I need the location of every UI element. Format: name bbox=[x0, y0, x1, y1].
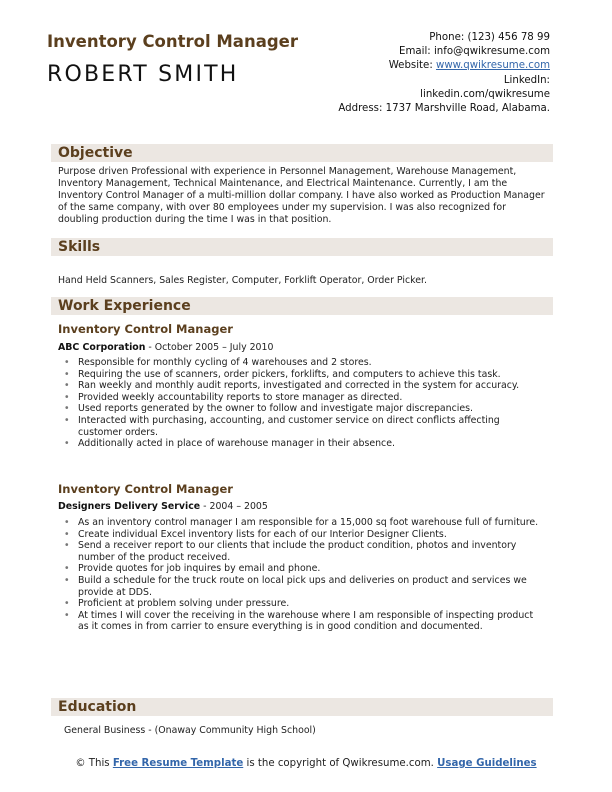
list-item: • Proficient at problem solving under pressure. bbox=[62, 598, 546, 610]
education-title: Education bbox=[58, 699, 137, 715]
education-section-header bbox=[51, 698, 553, 716]
list-item: • Used reports generated by the owner to follow and investigate major discrepancies. bbox=[62, 403, 546, 415]
list-item: • Build a schedule for the truck route on local pick ups and deliveries on product and services we provide at DDS. bbox=[62, 575, 546, 598]
website-label: Website: bbox=[388, 60, 436, 72]
job-role: Inventory Control Manager bbox=[58, 322, 233, 336]
list-item: • Ran weekly and monthly audit reports, investigated and corrected in the system for accuracy. bbox=[62, 380, 546, 392]
list-item: • Send a receiver report to our clients that include the product condition, photos and inventory number of the product received. bbox=[62, 540, 546, 563]
footer-middle: is the copyright of Qwikresume.com. bbox=[243, 758, 438, 769]
phone-text: Phone: (123) 456 78 99 bbox=[429, 32, 550, 43]
work-section-header bbox=[51, 297, 553, 315]
list-item: • As an inventory control manager I am responsible for a 15,000 sq foot warehouse full of furniture. bbox=[62, 517, 546, 529]
footer-copyright bbox=[0, 757, 612, 770]
objective-title: Objective bbox=[58, 145, 133, 161]
linkedin-url: linkedin.com/qwikresume bbox=[420, 88, 550, 100]
job-company-line bbox=[58, 501, 268, 512]
job-company-line bbox=[58, 342, 273, 353]
resume-job-title: Inventory Control Manager bbox=[47, 32, 298, 51]
email-text: Email: info@qwikresume.com bbox=[399, 46, 550, 58]
list-item: • Create individual Excel inventory lists for each of our Interior Designer Clients. bbox=[62, 529, 546, 541]
list-item: • At times I will cover the receiving in the warehouse where I am responsible of inspecting product as it comes in from carrier to ensure everything is in good condition and documented. bbox=[62, 610, 546, 633]
education-text: General Business - (Onaway Community High School) bbox=[64, 725, 316, 736]
linkedin-label: LinkedIn: bbox=[503, 74, 550, 86]
skills-text: Hand Held Scanners, Sales Register, Computer, Forklift Operator, Order Picker. bbox=[58, 275, 427, 286]
skills-title: Skills bbox=[58, 239, 101, 255]
list-item: • Additionally acted in place of warehouse manager in their absence. bbox=[62, 438, 546, 450]
list-item: • Provide quotes for job inquires by email and phone. bbox=[62, 563, 546, 575]
list-item: • Provided weekly accountability reports to store manager as directed. bbox=[62, 392, 546, 404]
usage-guidelines-link[interactable]: Usage Guidelines bbox=[437, 758, 537, 769]
address-text: Address: 1737 Marshville Road, Alabama. bbox=[338, 103, 550, 115]
website-link[interactable]: www.qwikresume.com bbox=[435, 60, 550, 72]
website-line bbox=[330, 59, 550, 73]
skills-section-header bbox=[51, 238, 553, 256]
list-item: • Requiring the use of scanners, order pickers, forklifts, and computers to achieve this task. bbox=[62, 369, 546, 381]
work-title: Work Experience bbox=[58, 298, 191, 314]
free-resume-template-link[interactable]: Free Resume Template bbox=[112, 758, 244, 769]
job-bullets bbox=[62, 357, 546, 450]
list-item: • Interacted with purchasing, accounting, and customer service on direct conflicts affecting customer orders. bbox=[62, 415, 546, 438]
company-name: ABC Corporation bbox=[58, 342, 146, 353]
contact-block bbox=[330, 31, 550, 116]
objective-text: Purpose driven Professional with experience in Personnel Management, Warehouse Management, Inventory Management, Technical Maintenance, and Electrical Maintenance. Currently, I am the Inventory Control Manager of a multi-million dollar company. I have also worked as Production Manager of the same company, with over 80 employees under my supervision. I was also recognized for doubling production during the time I was in that position. bbox=[58, 166, 545, 225]
candidate-name: ROBERT SMITH bbox=[47, 62, 239, 87]
job-role: Inventory Control Manager bbox=[58, 482, 233, 496]
objective-section-header bbox=[51, 144, 553, 162]
footer-prefix: © This bbox=[75, 758, 113, 769]
job-bullets bbox=[62, 517, 546, 633]
list-item: • Responsible for monthly cycling of 4 warehouses and 2 stores. bbox=[62, 357, 546, 369]
job-dates: - 2004 – 2005 bbox=[200, 501, 268, 512]
company-name: Designers Delivery Service bbox=[58, 501, 201, 512]
job-dates: - October 2005 – July 2010 bbox=[145, 342, 274, 353]
footer-line bbox=[0, 757, 612, 770]
